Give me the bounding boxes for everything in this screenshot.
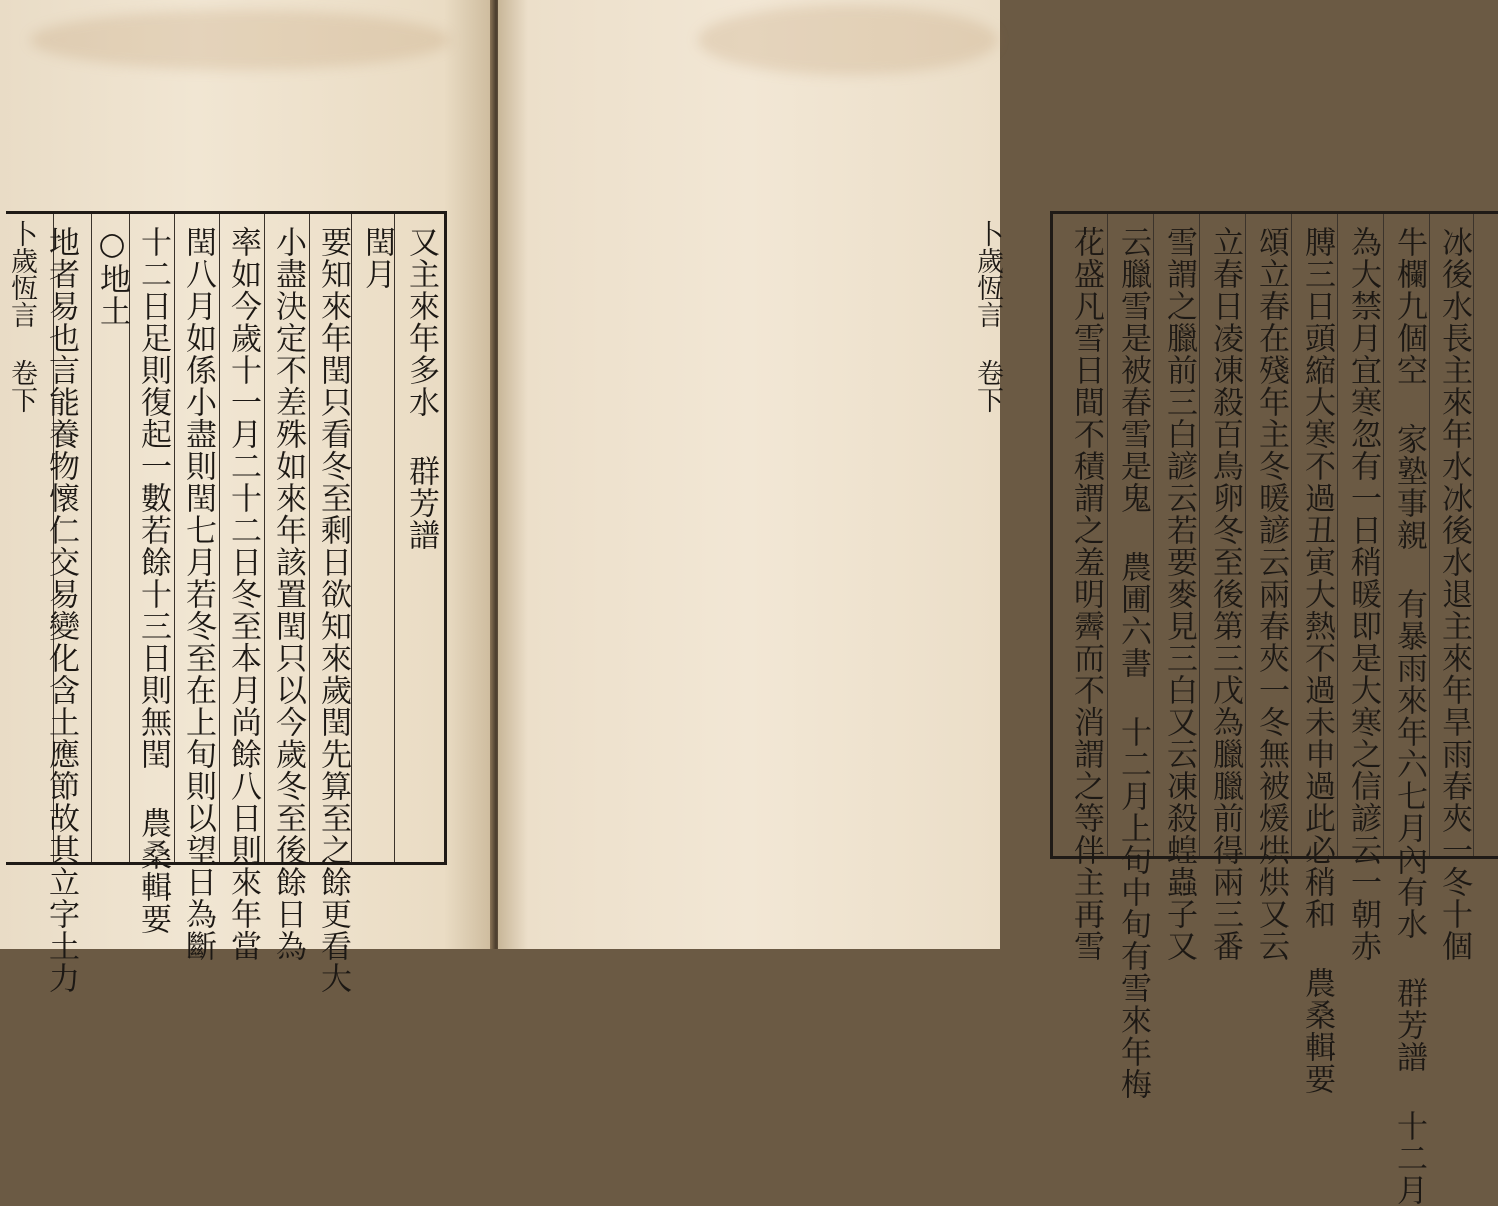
text-column: ○地土 [94,226,130,327]
column-rule [1107,214,1108,856]
text-column: 立春日凌凍殺百鳥卵冬至後第三戊為臘臘前得兩三番 [1207,226,1243,962]
column-rule [1291,214,1292,856]
column-rule [174,214,175,862]
text-column: 雪謂之臘前三白諺云若要麥見三白又云凍殺蝗蟲子又 [1161,226,1197,962]
text-column: 地者易也言能養物懷仁交易變化含土應節故其立字土力 [43,226,79,994]
column-rule [309,214,310,862]
column-rule [1199,214,1200,856]
right-text-frame [1050,211,1498,1206]
text-column: 花盛凡雪日間不積謂之羞明霽而不消謂之等伴主再雪 [1068,226,1104,962]
column-rule [264,214,265,862]
column-rule [91,214,92,862]
column-rule [1337,214,1338,856]
text-column: 膊三日頭縮大寒不過丑寅大熱不過未申過此必稍和 農桑輯要 [1299,226,1335,1095]
text-column: 又主來年多水 群芳譜 [403,226,439,551]
column-rule [394,214,395,862]
column-rule [1153,214,1154,856]
edge-banner: 卜歲恆言 卷下 [972,220,1003,413]
left-text-frame [6,211,447,994]
text-column: 小盡決定不差殊如來年該置閏只以今歲冬至後餘日為 [270,226,306,962]
column-rule [1245,214,1246,856]
left-page [0,0,493,994]
text-column: 閏八月如係小盡則閏七月若冬至在上旬則以望日為斷 [180,226,216,962]
text-column: 頌立春在殘年主冬暖諺云兩春夾一冬無被煖烘烘又云 [1253,226,1289,962]
text-column: 冰後水長主來年水冰後水退主來年旱雨春夾一冬十個 [1436,226,1472,962]
edge-banner: 卜歲恆言 卷下 [6,220,37,413]
right-page [498,0,1472,1206]
paper-stain [698,5,998,75]
text-column: 為大禁月宜寒忽有一日稍暖即是大寒之信諺云一朝赤 [1345,226,1381,962]
text-column: 云臘雪是被春雪是鬼 農圃六書 十二月上旬中旬有雪來年梅 [1115,226,1151,1100]
text-column: 十二日足則復起一數若餘十三日則無閏 農桑輯要 [135,226,171,935]
column-rule [1383,214,1384,856]
text-column: 閏月 [359,226,395,290]
paper-stain [30,10,450,70]
column-rule [1473,214,1474,856]
text-column: 率如今歲十一月二十二日冬至本月尚餘八日則來年當 [225,226,261,962]
column-rule [219,214,220,862]
text-column: 要知來年閏只看冬至剩日欲知來歲閏先算至之餘更看大 [315,226,351,994]
text-column: 牛欄九個空 家塾事親 有暴雨來年六七月內有水 群芳譜 十二月 [1391,226,1427,1206]
column-rule [1429,214,1430,856]
